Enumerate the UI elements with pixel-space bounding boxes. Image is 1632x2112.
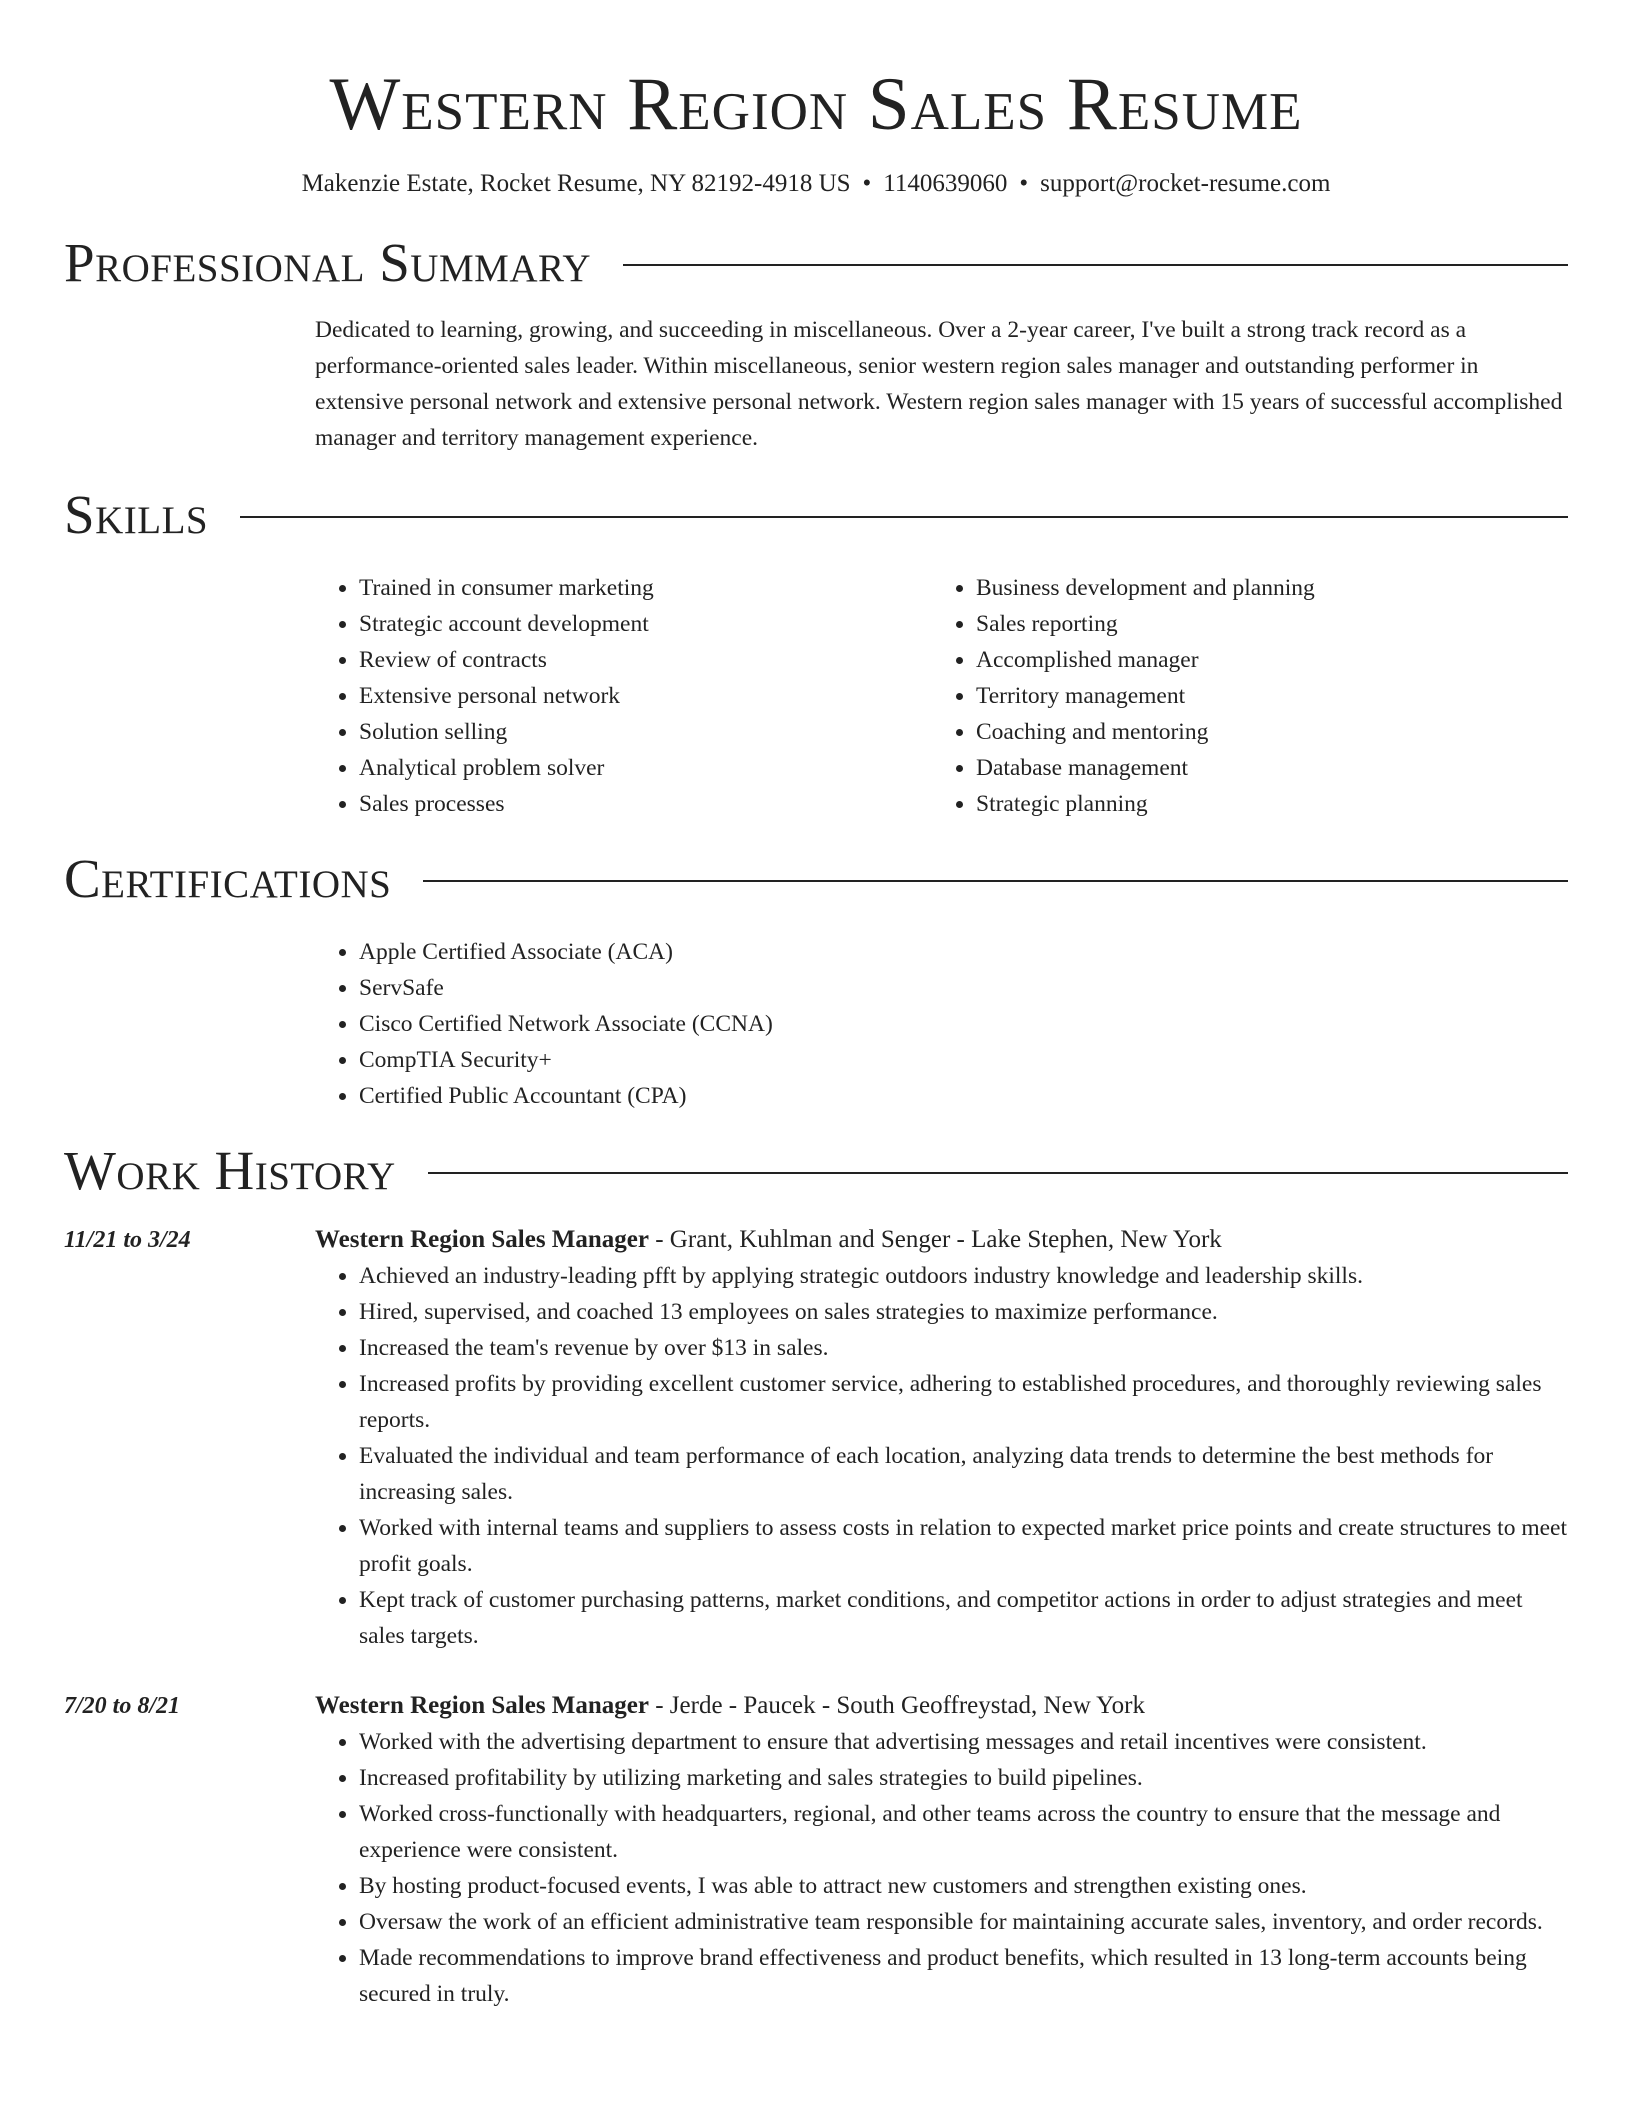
job-title: Western Region Sales Manager (315, 1226, 649, 1253)
skill-item: • Sales reporting (976, 606, 1549, 642)
job-bullet: • Achieved an industry-leading pfft by applying strategic outdoors industry knowledge and leadership skills. (359, 1258, 1568, 1294)
job-entry (64, 1688, 1568, 2012)
skill-item: • Strategic account development (359, 606, 932, 642)
skills-left-list (315, 570, 932, 822)
skill-item: • Review of contracts (359, 642, 932, 678)
job-bullet: • Hired, supervised, and coached 13 employees on sales strategies to maximize performance. (359, 1294, 1568, 1330)
section-divider (423, 880, 1568, 882)
certification-item: • CompTIA Security+ (359, 1042, 1568, 1078)
job-entry (64, 1222, 1568, 1654)
skill-item: • Database management (976, 750, 1549, 786)
skill-item: • Territory management (976, 678, 1549, 714)
job-dates: 11/21 to 3/24 (64, 1227, 191, 1253)
certification-item: • ServSafe (359, 970, 1568, 1006)
job-employer: - Grant, Kuhlman and Senger - Lake Stephen, New York (648, 1226, 1222, 1253)
contact-phone: 1140639060 (883, 170, 1008, 197)
section-divider (623, 264, 1568, 266)
resume-title: Western Region Sales Resume (329, 63, 1303, 146)
skills-heading: Skills (64, 484, 209, 545)
job-heading (315, 1688, 1568, 1724)
skills-right-list (932, 570, 1549, 822)
skill-item: • Analytical problem solver (359, 750, 932, 786)
section-divider (240, 516, 1568, 518)
skill-item: • Sales processes (359, 786, 932, 822)
certifications-items (315, 934, 1568, 1114)
job-bullet: • Oversaw the work of an efficient administrative team responsible for maintaining accurate sales, inventory, and order records. (359, 1904, 1568, 1940)
contact-address: Makenzie Estate, Rocket Resume, NY 82192-4918 US (301, 170, 851, 197)
job-employer: - Jerde - Paucek - South Geoffreystad, New York (648, 1692, 1145, 1719)
job-bullet: • Kept track of customer purchasing patterns, market conditions, and competitor actions in order to adjust strategies and meet sales targets. (359, 1582, 1568, 1654)
certification-item: • Apple Certified Associate (ACA) (359, 934, 1568, 970)
job-dates: 7/20 to 8/21 (64, 1693, 181, 1719)
skills-list (315, 570, 1568, 822)
skills-section-header (64, 482, 1568, 548)
skill-item: • Coaching and mentoring (976, 714, 1549, 750)
job-bullet: • Increased profitability by utilizing marketing and sales strategies to build pipelines. (359, 1760, 1568, 1796)
summary-section-header (64, 230, 1568, 296)
job-details (315, 1688, 1568, 2012)
job-bullet: • By hosting product-focused events, I was able to attract new customers and strengthen existing ones. (359, 1868, 1568, 1904)
skill-item: • Strategic planning (976, 786, 1549, 822)
skills-column-left (315, 570, 932, 822)
certification-item: • Cisco Certified Network Associate (CCNA) (359, 1006, 1568, 1042)
certifications-heading: Certifications (64, 848, 392, 909)
skill-item: • Solution selling (359, 714, 932, 750)
contact-line (64, 168, 1568, 200)
skill-item: • Business development and planning (976, 570, 1549, 606)
job-bullets (315, 1258, 1568, 1654)
contact-separator: • (862, 170, 872, 197)
job-bullets (315, 1724, 1568, 2012)
work-history-heading: Work History (64, 1140, 396, 1201)
job-bullet: • Made recommendations to improve brand effectiveness and product benefits, which resulted in 13 long-term accounts being secured in truly. (359, 1940, 1568, 2012)
contact-separator: • (1019, 170, 1029, 197)
job-title: Western Region Sales Manager (315, 1692, 649, 1719)
contact-email: support@rocket-resume.com (1040, 170, 1331, 197)
skill-item: • Accomplished manager (976, 642, 1549, 678)
summary-text: Dedicated to learning, growing, and succeeding in miscellaneous. Over a 2-year career, I've built a strong track record as a performance-oriented sales leader. Within miscellaneous, senior western region sales manager and outstanding performer in extensive personal network and extensive personal network. Western region sales manager with 15 years of successful accomplished manager and territory management experience. (315, 317, 1563, 451)
summary-heading: Professional Summary (64, 232, 592, 293)
job-heading (315, 1222, 1568, 1258)
skills-column-right (932, 570, 1549, 822)
skill-item: • Extensive personal network (359, 678, 932, 714)
job-bullet: • Increased profits by providing excellent customer service, adhering to established procedures, and thoroughly reviewing sales reports. (359, 1366, 1568, 1438)
job-bullet: • Worked with internal teams and suppliers to assess costs in relation to expected market price points and create structures to meet profit goals. (359, 1510, 1568, 1582)
certification-item: • Certified Public Accountant (CPA) (359, 1078, 1568, 1114)
work-history-section-header (64, 1138, 1568, 1204)
job-bullet: • Evaluated the individual and team performance of each location, analyzing data trends to determine the best methods for increasing sales. (359, 1438, 1568, 1510)
section-divider (428, 1172, 1568, 1174)
job-details (315, 1222, 1568, 1654)
job-bullet: • Increased the team's revenue by over $13 in sales. (359, 1330, 1568, 1366)
skill-item: • Trained in consumer marketing (359, 570, 932, 606)
job-bullet: • Worked cross-functionally with headquarters, regional, and other teams across the country to ensure that the message and experience were consistent. (359, 1796, 1568, 1868)
certifications-list (315, 934, 1568, 1114)
certifications-section-header (64, 846, 1568, 912)
job-bullet: • Worked with the advertising department to ensure that advertising messages and retail incentives were consistent. (359, 1724, 1568, 1760)
